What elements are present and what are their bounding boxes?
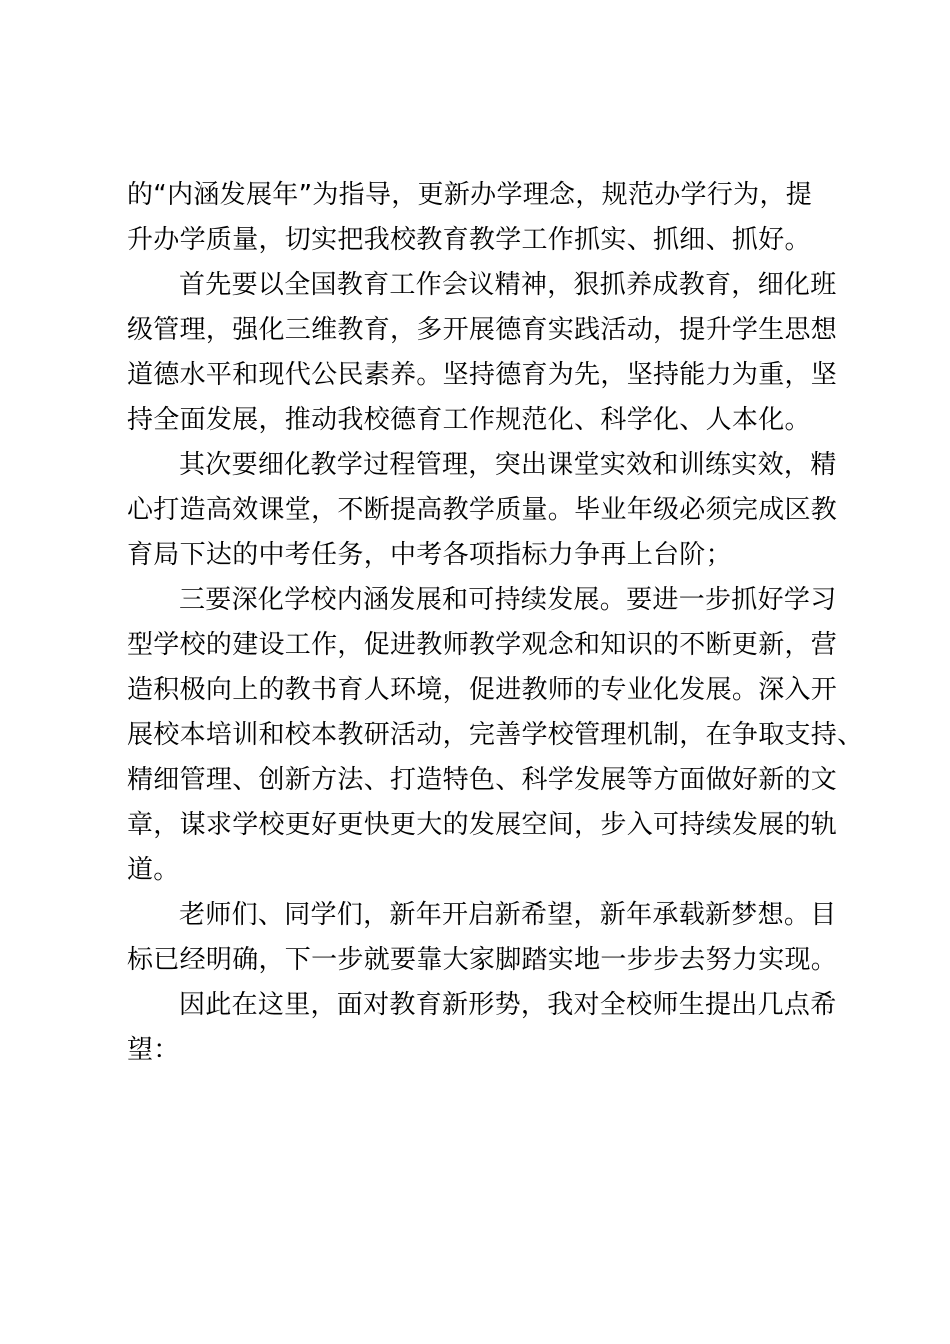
- paragraph-3: [127, 443, 838, 578]
- text-line: 展校本培训和校本教研活动，完善学校管理机制，在争取支持、: [127, 720, 864, 750]
- text-line: 的“内涵发展年”为指导，更新办学理念，规范办学行为，提: [127, 180, 813, 210]
- text-line: 其次要细化教学过程管理，突出课堂实效和训练实效，精: [179, 450, 837, 480]
- text-line: 升办学质量，切实把我校教育教学工作抓实、抓细、抓好。: [127, 225, 811, 255]
- text-line: 三要深化学校内涵发展和可持续发展。要进一步抓好学习: [179, 585, 837, 615]
- document-body: [127, 173, 864, 1073]
- text-line: 道。: [127, 855, 180, 885]
- paragraph-6: [127, 983, 837, 1073]
- text-line: 章，谋求学校更好更快更大的发展空间，步入可持续发展的轨: [127, 810, 838, 840]
- text-line: 造积极向上的教书育人环境，促进教师的专业化发展。深入开: [127, 675, 838, 705]
- text-line: 型学校的建设工作，促进教师教学观念和知识的不断更新，营: [127, 630, 838, 660]
- text-line: 育局下达的中考任务，中考各项指标力争再上台阶；: [127, 540, 732, 570]
- text-line: 望：: [127, 1035, 180, 1065]
- text-line: 因此在这里，面对教育新形势，我对全校师生提出几点希: [179, 990, 837, 1020]
- text-line: 级管理，强化三维教育，多开展德育实践活动，提升学生思想: [127, 315, 838, 345]
- text-line: 持全面发展，推动我校德育工作规范化、科学化、人本化。: [127, 405, 811, 435]
- paragraph-1: [127, 173, 829, 263]
- text-line: 标已经明确，下一步就要靠大家脚踏实地一步步去努力实现。: [127, 945, 838, 975]
- text-line: 首先要以全国教育工作会议精神，狠抓养成教育，细化班: [179, 270, 837, 300]
- text-line: 道德水平和现代公民素养。坚持德育为先，坚持能力为重，坚: [127, 360, 838, 390]
- paragraph-5: [127, 893, 838, 983]
- paragraph-4: [127, 578, 864, 893]
- text-line: 老师们、同学们，新年开启新希望，新年承载新梦想。目: [179, 900, 837, 930]
- text-line: 心打造高效课堂，不断提高教学质量。毕业年级必须完成区教: [127, 495, 838, 525]
- paragraph-2: [127, 263, 838, 443]
- text-line: 精细管理、创新方法、打造特色、科学发展等方面做好新的文: [127, 765, 838, 795]
